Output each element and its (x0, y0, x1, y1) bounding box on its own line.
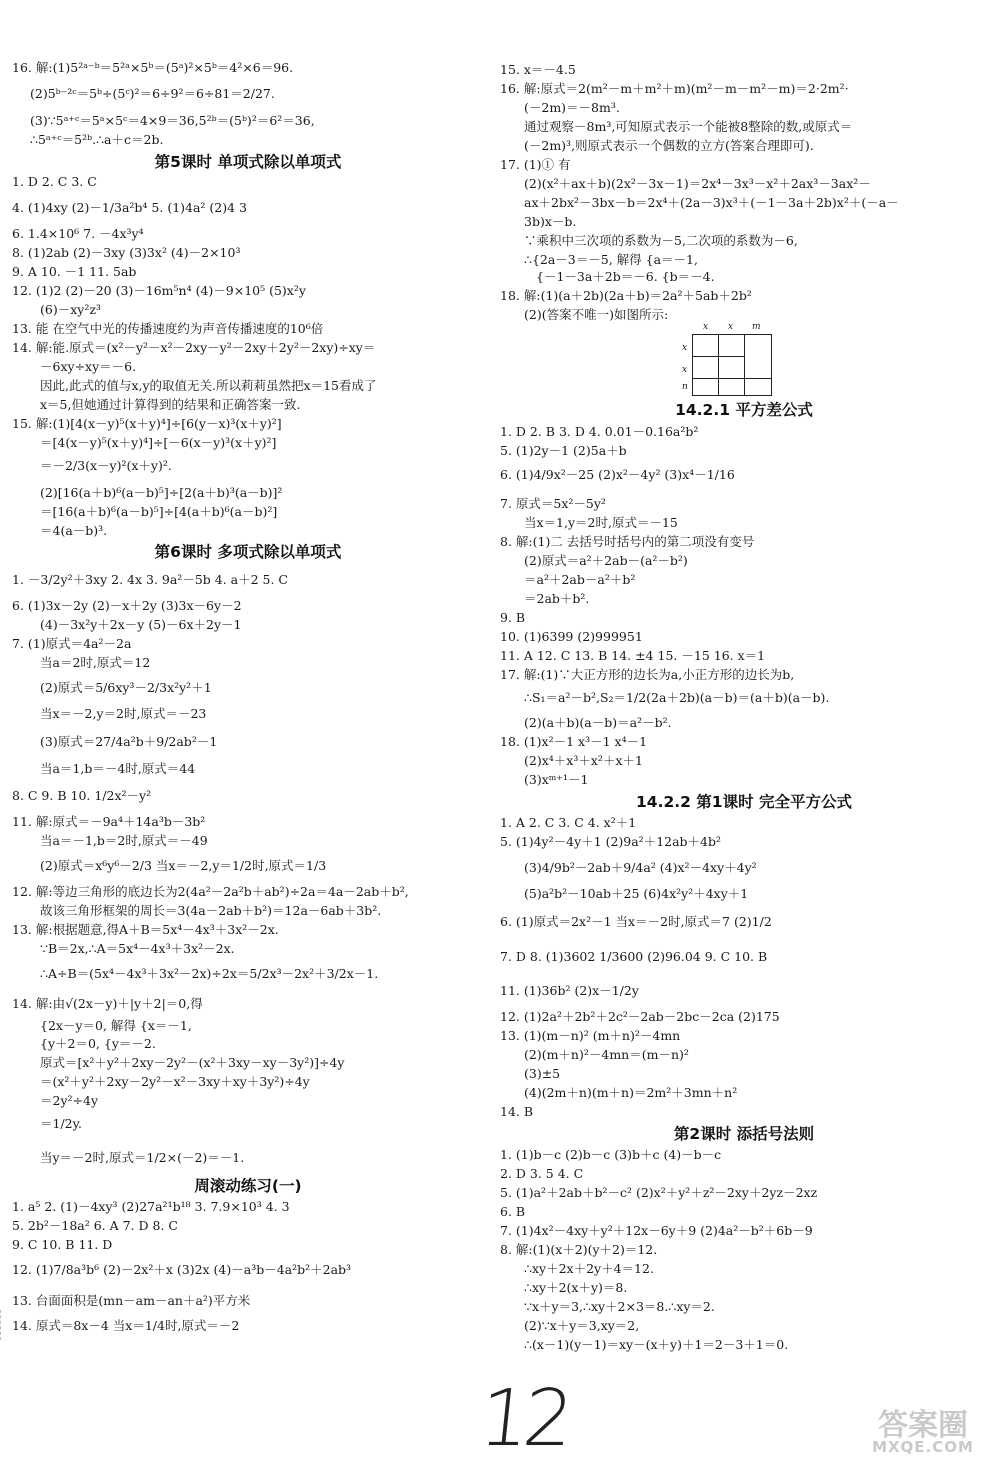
answer-line: 8. (1)2ab (2)－3xy (3)3x² (4)－2×10³ (12, 245, 241, 260)
section-heading: 14.2.2 第1课时 完全平方公式 (636, 793, 852, 811)
answer-line: 17. (1)① 有 (500, 157, 571, 172)
answer-line: 4. (1)4xy (2)－1/3a²b⁴ 5. (1)4a² (2)4 3 (12, 200, 247, 215)
answer-line: (3)原式＝27/4a²b＋9/2ab²－1 (40, 734, 218, 749)
answer-line: 7. D 8. (1)3602 1/3600 (2)96.04 9. C 10. B (500, 949, 768, 964)
answer-line: {2x－y＝0, 解得 {x＝－1, (40, 1018, 192, 1033)
answer-line: (4)－3x²y＋2x－y (5)－6x＋2y－1 (40, 617, 242, 632)
answer-line: ∵x＋y＝3,∴xy＋2×3＝8.∴xy＝2. (524, 1299, 715, 1314)
answer-line: 1. D 2. B 3. D 4. 0.01－0.16a²b² (500, 424, 699, 439)
answer-line: 故该三角形框架的周长＝3(4a－2ab＋b²)＝12a－6ab＋3b². (40, 903, 382, 918)
figure-label: x (682, 343, 688, 353)
answer-line: 5. (1)2y－1 (2)5a＋b (500, 443, 627, 458)
answer-line: 9. C 10. B 11. D (12, 1237, 113, 1252)
answer-line: {y＋2＝0, {y＝－2. (40, 1036, 156, 1051)
answer-line: (－2m)＝－8m³. (524, 100, 620, 115)
answer-line: 1. －3/2y²＋3xy 2. 4x 3. 9a²－5b 4. a＋2 5. C (12, 572, 288, 587)
answer-line: 当x＝1,y＝2时,原式＝－15 (524, 515, 678, 530)
answer-line: 2. D 3. 5 4. C (500, 1166, 584, 1181)
answer-line: ∴A÷B＝(5x⁴－4x³＋3x²－2x)÷2x＝5/2x³－2x²＋3/2x－1. (40, 966, 379, 981)
watermark-main: 答案圈 (878, 1408, 968, 1443)
answer-line: ∴xy＋2x＋2y＋4＝12. (524, 1261, 654, 1276)
answer-line: 13. 解:根据题意,得A＋B＝5x⁴－4x³＋3x²－2x. (12, 922, 279, 937)
answer-line: ＝2y²÷4y (40, 1093, 99, 1108)
answer-line: 14. 原式＝8x－4 当x＝1/4时,原式＝－2 (12, 1318, 240, 1333)
answer-line: 因此,此式的值与x,y的取值无关.所以莉莉虽然把x＝15看成了 (40, 378, 377, 393)
section-heading: 第5课时 单项式除以单项式 (154, 153, 342, 171)
answer-line: 原式＝[x²＋y²＋2xy－2y²－(x²＋3xy－xy－3y²)]÷4y (40, 1055, 345, 1070)
answer-line: 10. (1)6399 (2)999951 (500, 629, 643, 644)
answer-line: (2)原式＝x⁶y⁶－2/3 当x＝－2,y＝1/2时,原式＝1/3 (40, 858, 327, 873)
answer-line: 16. 解:原式＝2(m²－m＋m²＋m)(m²－m－m²－m)＝2·2m²· (500, 81, 849, 96)
section-heading: 第6课时 多项式除以单项式 (154, 543, 342, 561)
answer-line: 14. 解:由√(2x－y)＋|y＋2|＝0,得 (12, 996, 203, 1011)
answer-line: (3)±5 (524, 1066, 561, 1081)
answer-line: 当a＝－1,b＝2时,原式＝－49 (40, 833, 208, 848)
answer-line: ＝[16(a＋b)⁶(a－b)⁵]÷[4(a＋b)⁶(a－b)²] (40, 504, 278, 519)
answer-line: 12. (1)2a²＋2b²＋2c²－2ab－2bc－2ca (2)175 (500, 1009, 780, 1024)
answer-line: 11. 解:原式＝－9a⁴＋14a³b－3b² (12, 814, 206, 829)
section-heading: 第2课时 添括号法则 (673, 1125, 815, 1143)
answer-line: 11. A 12. C 13. B 14. ±4 15. －15 16. x＝1 (500, 648, 766, 663)
answer-line: ∴xy＋2(x＋y)＝8. (524, 1280, 628, 1295)
page-number: 12 (475, 1374, 572, 1464)
answer-line: 12. (1)2 (2)－20 (3)－16m⁵n⁴ (4)－9×10⁵ (5)x²y (12, 283, 306, 298)
answer-line: (6)－xy²z³ (40, 302, 101, 317)
answer-line: 1. A 2. C 3. C 4. x²＋1 (500, 815, 637, 830)
answer-line: 当x＝－2,y＝2时,原式＝－23 (40, 706, 207, 721)
answer-line: (2)(m＋n)²－4mn＝(m－n)² (524, 1047, 689, 1062)
answer-line: 12. 解:等边三角形的底边长为2(4a²－2a²b＋ab²)÷2a＝4a－2ab＋b², (12, 884, 409, 899)
answer-line: 通过观察－8m³,可知原式表示一个能被8整除的数,或原式＝ (524, 119, 853, 134)
answer-line: (2)(x²＋ax＋b)(2x²－3x－1)＝2x⁴－3x³－x²＋2ax³－3ax²－ (524, 176, 871, 191)
answer-line: (3)xᵐ⁺¹－1 (524, 772, 589, 787)
answer-line: ∴(x－1)(y－1)＝xy－(x＋y)＋1＝2－3＋1＝0. (524, 1337, 789, 1352)
answer-line: ＝[4(x－y)⁵(x＋y)⁴]÷[－6(x－y)³(x＋y)²] (40, 435, 277, 450)
answer-line: 15. x＝－4.5 (500, 62, 576, 77)
answer-line: 5. 2b²－18a² 6. A 7. D 8. C (12, 1218, 178, 1233)
answer-line: ＝2ab＋b². (524, 591, 590, 606)
answer-line: 当a＝1,b＝－4时,原式＝44 (40, 761, 196, 776)
answer-line: (2)原式＝a²＋2ab－(a²－b²) (524, 553, 688, 568)
answer-line: 9. B (500, 610, 526, 625)
site-watermark (860, 1400, 986, 1460)
answer-line: x＝5,但她通过计算得到的结果和正确答案一致. (40, 397, 301, 412)
answer-line: ＝－2/3(x－y)²(x＋y)². (40, 458, 172, 473)
answer-line: (2)原式＝5/6xy³－2/3x²y²＋1 (40, 680, 212, 695)
answer-line: ax＋2bx²－3bx－b＝2x⁴＋(2a－3)x³＋(－1－3a＋2b)x²＋(－a－ (524, 195, 899, 210)
answer-line: ＝1/2y. (40, 1116, 82, 1131)
answer-line: 11. (1)36b² (2)x－1/2y (500, 983, 639, 998)
answer-line: 15. 解:(1)[4(x－y)⁵(x＋y)⁴]÷[6(y－x)³(x＋y)²] (12, 416, 282, 431)
watermark-url: MXQE.COM (872, 1438, 974, 1456)
figure-label: m (752, 322, 761, 332)
answer-line: ＝(x²＋y²＋2xy－2y²－x²－3xy＋xy＋3y²)÷4y (40, 1074, 310, 1089)
answer-line: ＝4(a－b)³. (40, 523, 108, 538)
answer-line: 14. B (500, 1104, 534, 1119)
figure-grid (692, 334, 772, 396)
answer-line: 14. 解:能.原式＝(x²－y²－x²－2xy－y²－2xy＋2y²－2xy)÷xy＝ (12, 340, 376, 355)
answer-line: {－1－3a＋2b＝－6. {b＝－4. (536, 269, 715, 284)
figure-label: n (682, 382, 688, 392)
answer-line: 12. (1)7/8a³b⁶ (2)－2x²＋x (3)2x (4)－a³b－4a²b²＋2ab³ (12, 1262, 352, 1277)
answer-line: －6xy÷xy＝－6. (40, 359, 137, 374)
answer-line: 当y＝－2时,原式＝1/2×(－2)＝－1. (40, 1150, 245, 1165)
answer-line: 6. (1)4/9x²－25 (2)x²－4y² (3)x⁴－1/16 (500, 467, 735, 482)
answer-line: 18. 解:(1)(a＋2b)(2a＋b)＝2a²＋5ab＋2b² (500, 288, 752, 303)
answer-line: 13. (1)(m－n)² (m＋n)²－4mn (500, 1028, 681, 1043)
answer-line: 1. a⁵ 2. (1)－4xy³ (2)27a²¹b¹⁸ 3. 7.9×10³ 4. 3 (12, 1199, 290, 1214)
section-heading: 周滚动练习(一) (194, 1177, 302, 1195)
answer-line: 13. 台面面积是(mn－am－an＋a²)平方米 (12, 1293, 251, 1308)
answer-line: 7. (1)4x²－4xy＋y²＋12x－6y＋9 (2)4a²－b²＋6b－9 (500, 1223, 813, 1238)
area-model-figure (682, 322, 782, 398)
answer-line: 13. 能 在空气中光的传播速度约为声音传播速度的10⁶倍 (12, 321, 324, 336)
answer-line: (4)(2m＋n)(m＋n)＝2m²＋3mn＋n² (524, 1085, 738, 1100)
answer-line: ＝a²＋2ab－a²＋b² (524, 572, 636, 587)
figure-label: x (703, 322, 709, 332)
answer-line: (3)∵5ᵃ⁺ᶜ＝5ᵃ×5ᶜ＝4×9＝36,5²ᵇ＝(5ᵇ)²＝6²＝36, (30, 113, 315, 128)
answer-line: (2)(a＋b)(a－b)＝a²－b². (524, 715, 672, 730)
answer-line: (3)4/9b²－2ab＋9/4a² (4)x²－4xy＋4y² (524, 860, 757, 875)
answer-line: 当a＝2时,原式＝12 (40, 655, 151, 670)
binding-edge (0, 1310, 5, 1340)
answer-line: 9. A 10. －1 11. 5ab (12, 264, 137, 279)
answer-line: ∴{2a－3＝－5, 解得 {a＝－1, (524, 252, 698, 267)
answer-line: (5)a²b²－10ab＋25 (6)4x²y²＋4xy＋1 (524, 886, 749, 901)
answer-line: 1. (1)b－c (2)b－c (3)b＋c (4)－b－c (500, 1147, 722, 1162)
answer-line: (2)5ᵇ⁻²ᶜ＝5ᵇ÷(5ᶜ)²＝6÷9²＝6÷81＝2/27. (30, 86, 275, 101)
answer-line: 6. (1)3x－2y (2)－x＋2y (3)3x－6y－2 (12, 598, 242, 613)
answer-line: 7. 原式＝5x²－5y² (500, 496, 606, 511)
answer-line: (2)[16(a＋b)⁶(a－b)⁵]÷[2(a＋b)³(a－b)]² (40, 485, 283, 500)
answer-line: 3b)x－b. (524, 214, 577, 229)
answer-line: 16. 解:(1)5²ᵃ⁻ᵇ＝5²ᵃ×5ᵇ＝(5ᵃ)²×5ᵇ＝4²×6＝96. (12, 60, 294, 75)
answer-line: 8. 解:(1)二 去括号时括号内的第二项没有变号 (500, 534, 755, 549)
answer-line: 5. (1)4y²－4y＋1 (2)9a²＋12ab＋4b² (500, 834, 722, 849)
answer-line: 6. (1)原式＝2x²－1 当x＝－2时,原式＝7 (2)1/2 (500, 914, 772, 929)
answer-line: (2)(答案不唯一)如图所示: (524, 307, 669, 322)
answer-line: 17. 解:(1)∵大正方形的边长为a,小正方形的边长为b, (500, 667, 795, 682)
answer-line: 6. B (500, 1204, 526, 1219)
answer-line: (2)x⁴＋x³＋x²＋x＋1 (524, 753, 643, 768)
section-heading: 14.2.1 平方差公式 (675, 401, 813, 419)
answer-line: 6. 1.4×10⁶ 7. －4x³y⁴ (12, 226, 144, 241)
answer-line: ∴S₁＝a²－b²,S₂＝1/2(2a＋2b)(a－b)＝(a＋b)(a－b). (524, 690, 830, 705)
answer-line: ∵乘积中三次项的系数为－5,二次项的系数为－6, (524, 233, 798, 248)
answer-line: 5. (1)a²＋2ab＋b²－c² (2)x²＋y²＋z²－2xy＋2yz－2xz (500, 1185, 818, 1200)
answer-line: 18. (1)x²－1 x³－1 x⁴－1 (500, 734, 648, 749)
answer-line: 7. (1)原式＝4a²－2a (12, 636, 132, 651)
answer-line: ∵B＝2x,∴A＝5x⁴－4x³＋3x²－2x. (40, 941, 235, 956)
answer-line: 8. C 9. B 10. 1/2x²－y² (12, 788, 152, 803)
answer-line: 8. 解:(1)(x＋2)(y＋2)＝12. (500, 1242, 658, 1257)
figure-label: x (728, 322, 734, 332)
answer-line: 1. D 2. C 3. C (12, 174, 97, 189)
answer-line: (－2m)³,则原式表示一个偶数的立方(答案合理即可). (524, 138, 814, 153)
answer-line: ∴5ᵃ⁺ᶜ＝5²ᵇ.∴a＋c＝2b. (30, 132, 164, 147)
answer-line: (2)∵x＋y＝3,xy＝2, (524, 1318, 640, 1333)
figure-label: x (682, 365, 688, 375)
